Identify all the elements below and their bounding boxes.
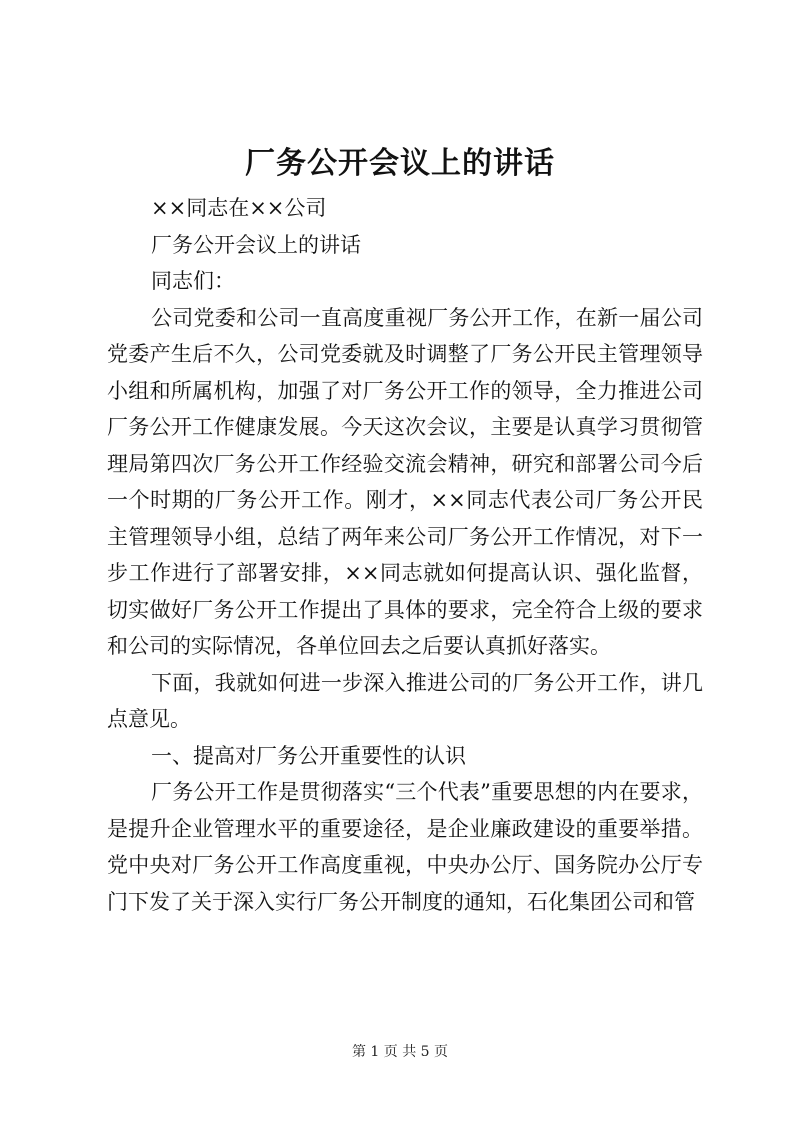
body-paragraph: 下面，我就如何进一步深入推进公司的厂务公开工作，讲几点意见。: [107, 670, 703, 731]
page-footer: 第 1 页 共 5 页: [351, 1044, 449, 1060]
occasion-line: 厂务公开会议上的讲话: [151, 232, 361, 257]
section-heading: 一、提高对厂务公开重要性的认识: [151, 743, 466, 768]
document-body: [107, 190, 703, 920]
speaker-line: ××同志在××公司: [151, 196, 327, 220]
body-paragraph: 厂务公开工作是贯彻落实“三个代表”重要思想的内在要求，是提升企业管理水平的重要途径，是企业廉政建设的重要举措。党中央对厂务公开工作高度重视，中央办公厅、国务院办公厅专门下发了关于深入实行厂务公开制度的通知，石化集团公司和管: [107, 780, 703, 914]
page-title: 厂务公开会议上的讲话: [245, 146, 555, 181]
salutation: 同志们：: [151, 269, 235, 293]
body-paragraph: 公司党委和公司一直高度重视厂务公开工作，在新一届公司党委产生后不久，公司党委就及时调整了厂务公开民主管理领导小组和所属机构，加强了对厂务公开工作的领导，全力推进公司厂务公开工作健康发展。今天这次会议，主要是认真学习贯彻管理局第四次厂务公开工作经验交流会精神，研究和部署公司今后一个时期的厂务公开工作。刚才，××同志代表公司厂务公开民主管理领导小组，总结了两年来公司厂务公开工作情况，对下一步工作进行了部署安排，××同志就如何提高认识、强化监督，切实做好厂务公开工作提出了具体的要求，完全符合上级的要求和公司的实际情况，各单位回去之后要认真抓好落实。: [107, 305, 703, 658]
